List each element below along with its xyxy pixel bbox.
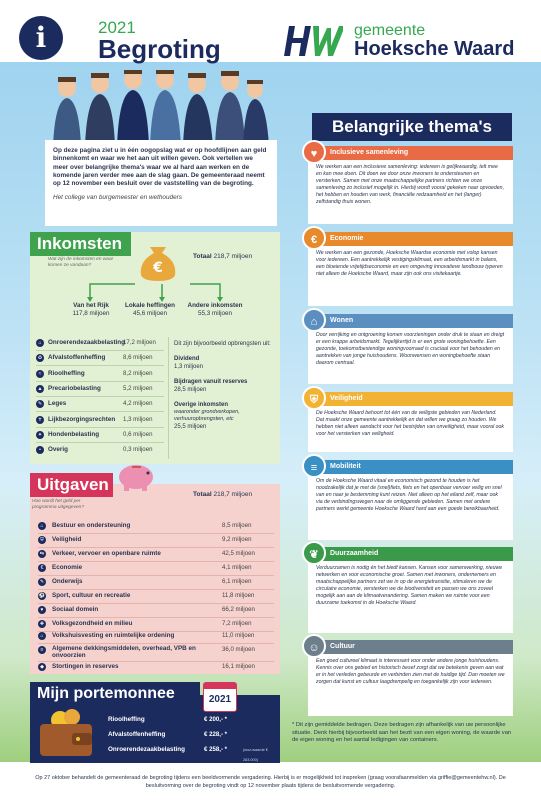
svg-text:€: € [153, 260, 163, 276]
row-divider [36, 350, 164, 351]
wallet-icon [38, 708, 96, 758]
expense-item-value: 4,1 miljoen [222, 564, 252, 571]
inkomsten-question: Wat zijn de inkomsten en waar komen ze vandaan? [48, 257, 114, 268]
side-item-value: 1,3 miljoen [174, 364, 204, 370]
wallet-item-value: € 258,- * [204, 746, 228, 753]
side-item-desc: waaronder grondverkopen, verhuuropbrengsten, etc [174, 409, 240, 422]
income-source-value: 117,8 miljoen [72, 310, 110, 317]
theme-header [308, 232, 513, 246]
row-divider [38, 561, 274, 562]
expense-item-value: 42,5 miljoen [222, 550, 255, 557]
row-divider [38, 643, 274, 644]
row-divider [36, 365, 164, 366]
income-item-icon: ✦ [37, 431, 43, 438]
piggy-bank-icon [114, 459, 158, 491]
flow-arrows [60, 272, 260, 302]
wallet-item-value: € 200,- * [204, 716, 228, 723]
logo-text-gemeente: gemeente [354, 22, 426, 39]
row-divider [38, 603, 274, 604]
theme-text: Een goed cultureel klimaat is interessant voor onder andere jonge huishoudens. Kennis over ons gebied en historisch besef zorgt dat we betekenis geven aan wat er in het verleden gebeurde en verbinden zien met de huidige tijd. Dan moeten we zorgen dat kunst en cultuur laagdrempelig en toegankelijk zijn voor iedereen. [316, 658, 505, 686]
expense-item-value: 66,2 miljoen [222, 606, 255, 613]
info-icon: i [19, 16, 63, 60]
expense-item-label: Onderwijs [52, 578, 83, 585]
income-source [58, 302, 124, 318]
income-item-label: Hondenbelasting [48, 430, 100, 438]
theme-title: Cultuur [330, 643, 355, 650]
theme-card [308, 232, 513, 306]
expense-item-icon: € [38, 564, 46, 572]
side-intro: Dit zijn bijvoorbeeld opbrengsten uit: [174, 341, 271, 347]
row-divider [36, 411, 164, 412]
theme-text: We werken aan een gezonde, Hoeksche Waardse economie met volop kansen voor iedereen. Een aantrekkelijk vestigingsklimaat, een arbeidsmarkt in balans, een bloeiende vrijetijdseconomie en een omgeving innovatieve landbouw typeren niet alleen de Hoeksche Waard, maar zijn ook ons visitekaartje. [316, 250, 503, 278]
expense-item-label: Volkshuisvesting en ruimtelijke ordening [52, 632, 175, 639]
uitgaven-total: Totaal 218,7 miljoen [193, 491, 253, 498]
shield-icon: ⛨ [302, 386, 326, 410]
themes-title: Belangrijke thema's [312, 113, 512, 141]
theater-icon: ☺ [302, 634, 326, 658]
expense-item-label: Volksgezondheid en milieu [52, 620, 133, 627]
house-icon: ⌂ [302, 308, 326, 332]
side-item [174, 355, 278, 371]
row-divider [38, 575, 274, 576]
theme-text: Door verrijking en ontgroening komen voorzieningen onder druk te staan en dreigt er een krappe arbeidsmarkt. Tegelijkertijd is er een grote woningbehoefte. Een gezonde, toekomstbestendige woningvoorraad is cruciaal voor het behouden en aantrekken van jonge huishoudens. Woonwensen en woningbehoefte staan daarom centraal. [316, 332, 505, 367]
theme-title: Economie [330, 235, 364, 242]
row-divider [38, 589, 274, 590]
footer-text: Op 27 oktober behandelt de gemeenteraad de begroting tijdens een beeldvormende vergadering. Hierbij is er mogelijkheid tot inspreken (graag voorafaanmelden via griffie@gemeentehw.nl). De besluitvorming over de begroting vindt op 12 november plaats tijdens de besluitvormende vergadering. [0, 772, 541, 800]
college-illustration [45, 66, 270, 146]
theme-title: Mobiliteit [330, 463, 361, 470]
income-item-value: 8,2 miljoen [123, 369, 153, 377]
expense-item-label: Verkeer, vervoer en openbare ruimte [52, 550, 161, 557]
side-item-label: Overige inkomsten [174, 402, 229, 408]
expense-item-icon: ⇆ [39, 551, 45, 557]
income-item-value: 8,6 miljoen [123, 354, 153, 362]
row-divider [36, 427, 164, 428]
income-item-value: 0,6 miljoen [123, 430, 153, 438]
income-item-icon: ✝ [37, 416, 43, 423]
income-source [182, 302, 248, 318]
expense-item-label: Sport, cultuur en recreatie [52, 592, 131, 599]
expense-item-icon: ⌂ [38, 632, 46, 640]
theme-header [308, 146, 513, 160]
income-item-label: Leges [48, 400, 67, 408]
uitgaven-title: Uitgaven [30, 473, 113, 497]
theme-title: Duurzaamheid [330, 550, 379, 557]
expense-item-value: 7,2 miljoen [222, 620, 252, 627]
income-source-value: 45,6 miljoen [133, 310, 167, 317]
row-divider [38, 617, 274, 618]
expense-item-value: 9,2 miljoen [222, 536, 252, 543]
calendar-icon: 2021 [203, 682, 237, 712]
intro-signature: Het college van burgemeester en wethouders [53, 194, 182, 202]
income-item-value: 17,2 miljoen [123, 339, 156, 346]
theme-card [308, 392, 513, 452]
expense-item-icon: ♥ [38, 606, 46, 614]
income-item-value: 5,2 miljoen [123, 384, 153, 392]
traffic-light-icon: ≡ [302, 454, 326, 478]
wallet-item-label: Onroerendezaakbelasting [108, 746, 185, 753]
income-item-icon: • [36, 446, 44, 454]
wallet-item-label: Afvalstoffenheffing [108, 731, 166, 738]
theme-card [308, 146, 513, 224]
expense-item-label: Bestuur en ondersteuning [52, 522, 131, 529]
expense-item-icon: ⛨ [38, 536, 46, 544]
income-item-icon: ♻ [37, 355, 43, 362]
income-source [117, 302, 183, 318]
income-item-label: Overig [48, 446, 68, 454]
inkomsten-side [174, 340, 278, 431]
theme-title: Veiligheid [330, 395, 363, 402]
intro-text: Op deze pagina ziet u in één oogopslag wat er op hoofdlijnen aan geld binnenkomt en waar we het aan uit willen geven. Ook vertellen we meer over belangrijke thema's waar we al hard aan werken en de komende jaren verder mee aan de slag gaan. De gemeenteraad neemt op 12 november een besluit over de vaststelling van de begroting. [53, 147, 267, 188]
income-item-value: 0,3 miljoen [123, 446, 153, 454]
theme-card [308, 640, 513, 716]
theme-card [308, 460, 513, 540]
income-item-icon: ≈ [36, 370, 44, 378]
income-item-label: Rioolheffing [48, 369, 85, 377]
income-item-value: 1,3 miljoen [123, 415, 153, 423]
expense-item-label: Sociaal domein [52, 606, 99, 613]
expense-item-value: 8,5 miljoen [222, 522, 252, 529]
expense-item-icon: ◆ [38, 663, 46, 671]
theme-card [308, 547, 513, 633]
inkomsten-title: Inkomsten [30, 232, 131, 256]
income-item-label: Onroerendezaakbelasting [48, 339, 125, 346]
row-divider [36, 396, 164, 397]
row-divider [36, 381, 164, 382]
income-item-label: Lijkbezorgingsrechten [48, 415, 116, 423]
expense-item-value: 6,1 miljoen [222, 578, 252, 585]
theme-text: We werken aan een inclusieve samenleving: iedereen is gelijkwaardig, telt mee en kan mee doen. Dit doen we door onze inwoners te ondersteunen en versterken. Samen met onze maatschappelijke partners richten we onze samenleving zo inclusief mogelijk in. Hierbij wordt vooral gekeken naar opvoeden, het hebben en houden van werk, financiële redzaamheid en het (langer) zelfstandig thuis wonen. [316, 164, 505, 206]
expense-item-icon: ⚽ [38, 593, 46, 599]
logo-mark [283, 22, 343, 60]
year: 2021 [98, 18, 136, 37]
theme-header [308, 392, 513, 406]
income-item-icon: ▲ [37, 385, 43, 392]
expense-item-icon: ✎ [39, 579, 45, 585]
side-item [174, 378, 278, 394]
income-source-label: Lokale heffingen [124, 302, 176, 309]
income-item-label: Precariobelasting [48, 384, 101, 392]
expense-item-label: Algemene dekkingsmiddelen, overhead, VPB en onvoorzien [52, 645, 196, 659]
expense-item-icon: ⌂ [38, 522, 46, 530]
intro-box [45, 140, 277, 226]
footnote: * Dit zijn gemiddelde bedragen. Deze bedragen zijn afhankelijk van uw persoonlijke situatie. Denk hierbij bijvoorbeeld aan het bezit van een eigen woning, de waarde van de eigen woning en het aantal ledigingen van containers. [292, 722, 512, 744]
expense-item-label: Veiligheid [52, 536, 82, 543]
side-item-label: Dividend [174, 356, 200, 362]
side-item [174, 401, 278, 431]
wallet-item-note: (woz-waarde € 283.000) [243, 748, 268, 762]
inkomsten-total: Totaal 218,7 miljoen [193, 253, 253, 260]
expense-item-value: 11,0 miljoen [222, 632, 255, 639]
expense-item-value: 16,1 miljoen [222, 663, 255, 670]
income-source-label: Andere inkomsten [187, 302, 243, 309]
divider [168, 337, 169, 459]
theme-header [308, 460, 513, 474]
expense-item-label: Economie [52, 564, 83, 571]
wallet-item-label: Rioolheffing [108, 716, 145, 723]
uitgaven-question: Hoe wordt het geld per programma uitgegeven? [32, 499, 84, 510]
wallet-item-value: € 228,- * [204, 731, 228, 738]
theme-header [308, 547, 513, 561]
leaf-icon: ❦ [302, 541, 326, 565]
side-item-value: 28,5 miljoen [174, 387, 207, 393]
expense-item-icon: ≡ [38, 646, 46, 654]
logo-text-hoeksche-waard: Hoeksche Waard [354, 38, 515, 60]
theme-header [308, 314, 513, 328]
theme-text: Om de Hoeksche Waard vitaal en economisch gezond te houden is het noodzakelijk dat je met de (snel)fiets, fiets en het openbaar vervoer veilig en snel van en naar je bestemming kunt reizen. Niet alleen op het eiland zelf, maar ook via de verbindingswegen naar de omliggende gebieden. Samen met andere partners werkt gemeente Hoeksche Waard hard aan een goede bereikbaarheid. [316, 478, 502, 513]
theme-header [308, 640, 513, 654]
side-item-value: 25,5 miljoen [174, 424, 207, 430]
income-item-value: 4,2 miljoen [123, 400, 153, 408]
row-divider [38, 533, 274, 534]
heart-icon: ♥ [302, 140, 326, 164]
theme-text: De Hoeksche Waard behoort tot één van de veiligste gebieden van Nederland. Dat maakt onze gemeente aantrekkelijk en dat willen we graag zo houden. We hebben niet alleen aandacht voor het bestrijden van onveiligheid, maar vooral ook voor het versterken van veiligheid. [316, 410, 505, 438]
income-item-icon: ✎ [37, 401, 43, 408]
income-source-label: Van het Rijk [73, 302, 109, 309]
row-divider [38, 547, 274, 548]
theme-title: Inclusieve samenleving [330, 149, 409, 156]
income-source-value: 55,3 miljoen [198, 310, 232, 317]
expense-item-icon: ✚ [39, 621, 45, 627]
theme-text: Verduurzamen is nodig én het biedt kansen. Kansen voor samenwerking, nieuwe netwerken en voor economische groei. Samen met inwoners, ondernemers en maatschappelijke partners zet we in op de energietransitie, stimuleren we de circulaire economie, versterken we de biodiversiteit en passen we ons zoveel mogelijk aan aan de klimaatverandering. Samen maken we ruimte voor een duurzame toekomst in de Hoeksche Waard. [316, 565, 503, 607]
income-item-icon: ⌂ [36, 339, 44, 347]
page-title: Begroting [98, 34, 221, 64]
row-divider [36, 442, 164, 443]
expense-item-label: Stortingen in reserves [52, 663, 119, 670]
income-item-label: Afvalstoffenheffing [48, 354, 106, 362]
side-item-label: Bijdragen vanuit reserves [174, 379, 248, 385]
theme-card [308, 314, 513, 384]
expense-item-value: 11,8 miljoen [222, 592, 255, 599]
expense-item-value: 36,0 miljoen [222, 646, 255, 653]
theme-title: Wonen [330, 317, 354, 324]
coins-icon: € [302, 226, 326, 250]
mijn-portemonnee-title: Mijn portemonnee [30, 682, 200, 706]
